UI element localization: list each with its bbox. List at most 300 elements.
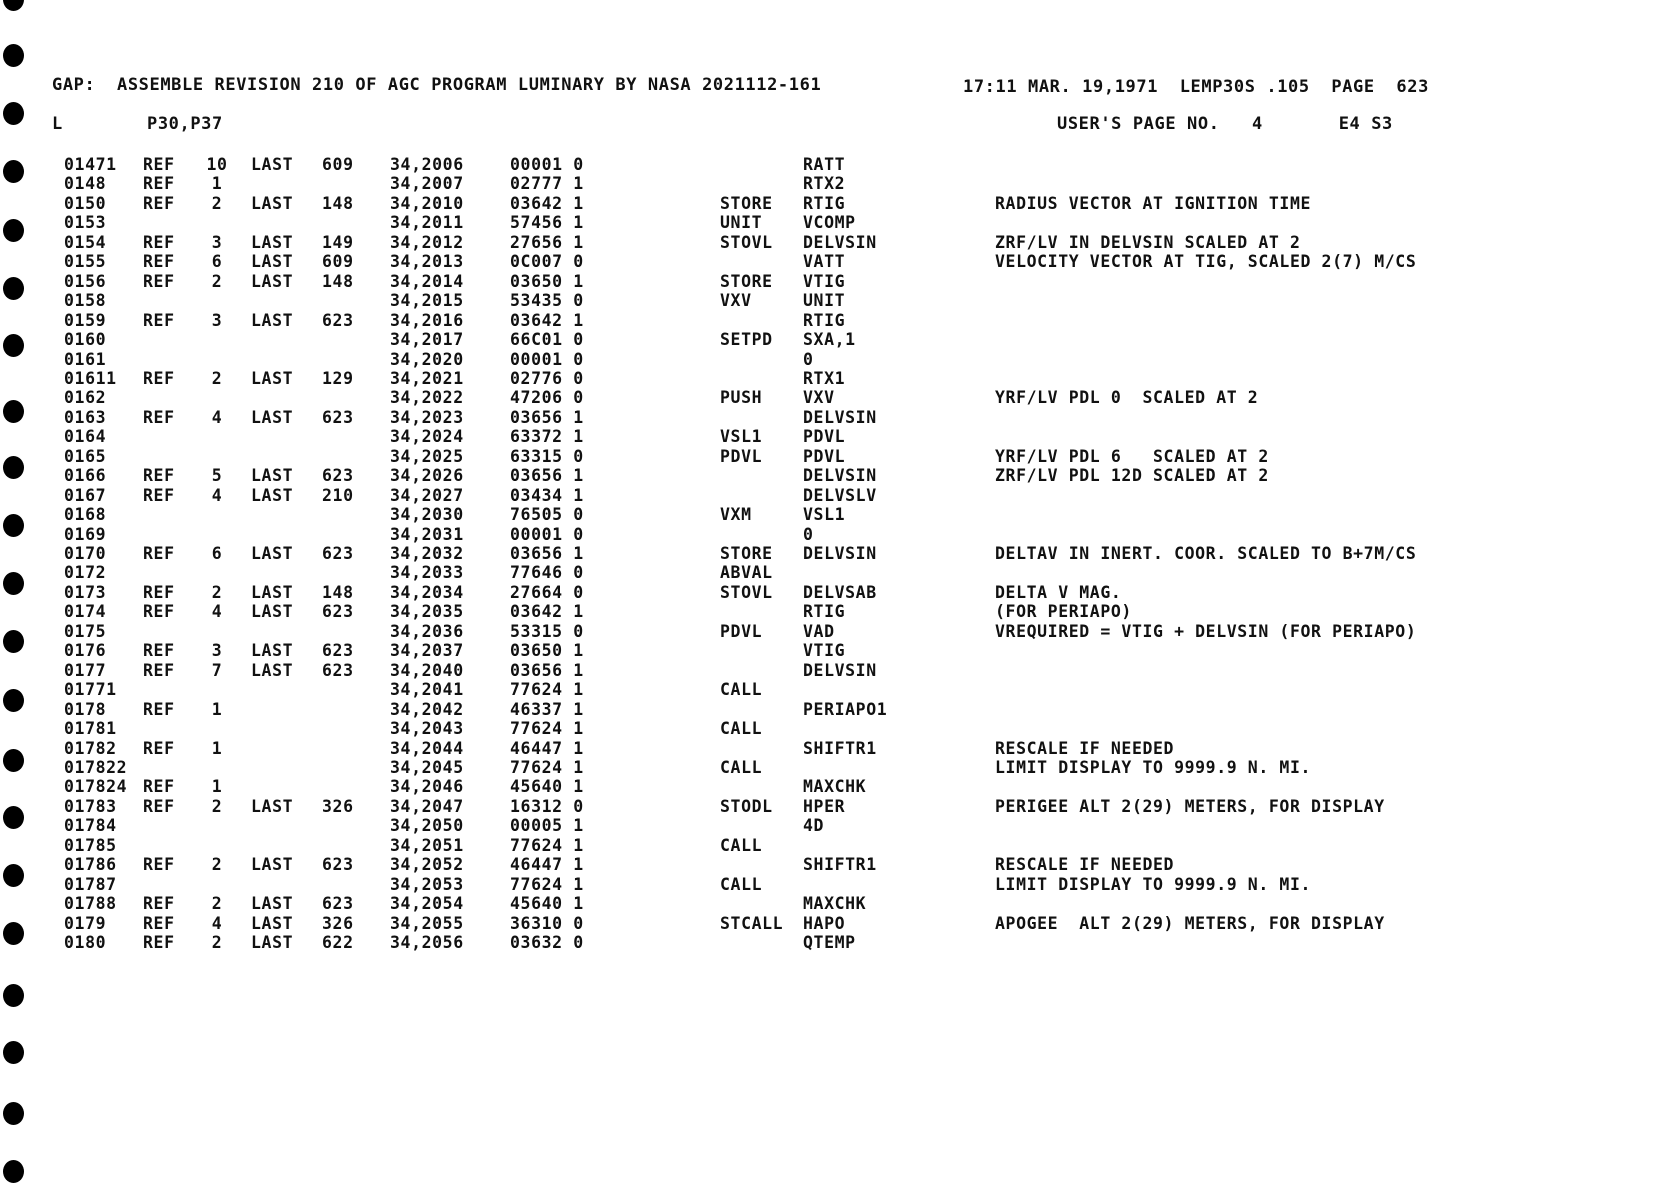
listing-row — [0, 213, 1660, 232]
listing-row — [0, 272, 1660, 291]
ref-count: 5 — [211, 466, 223, 486]
opcode: SETPD — [720, 330, 773, 350]
octal-word: 03656 1 — [510, 544, 584, 563]
punch-hole — [3, 44, 24, 67]
listing-row — [0, 836, 1660, 855]
header-user-page: USER'S PAGE NO. 4 E4 S3 — [1057, 114, 1393, 134]
address: 34,2027 — [390, 485, 464, 505]
operand: PDVL — [803, 446, 846, 466]
comment: RESCALE IF NEEDED — [995, 738, 1175, 758]
opcode: VXV — [720, 291, 752, 311]
listing-row — [0, 602, 1660, 621]
octal-word: 46337 1 — [510, 699, 584, 719]
operand: RTIG — [803, 310, 846, 330]
last-label: LAST — [251, 252, 294, 272]
ref-count: 10 — [206, 155, 228, 174]
octal-word: 27656 1 — [510, 232, 584, 252]
operand: DELVSIN — [803, 544, 877, 563]
card-number: 0174 — [64, 602, 107, 622]
listing-row — [0, 894, 1660, 913]
octal-word: 02777 1 — [510, 174, 584, 194]
listing-row — [0, 544, 1660, 563]
address: 34,2024 — [390, 427, 464, 447]
punch-hole — [3, 1041, 24, 1064]
ref-label: REF — [143, 193, 175, 213]
operand: HAPO — [803, 913, 846, 933]
ref-label: REF — [143, 699, 175, 719]
punch-hole — [3, 102, 24, 125]
listing-row — [0, 875, 1660, 894]
operand: RATT — [803, 155, 846, 174]
operand: DELVSIN — [803, 660, 877, 680]
header-title: GAP: ASSEMBLE REVISION 210 OF AGC PROGRAM LUMINARY BY NASA 2021112-161 — [52, 75, 822, 95]
address: 34,2055 — [390, 913, 464, 933]
comment: DELTAV IN INERT. COOR. SCALED TO B+7M/CS — [995, 544, 1417, 563]
operand: SXA,1 — [803, 330, 856, 350]
listing-row — [0, 174, 1660, 193]
ref-label: REF — [143, 368, 175, 388]
card-number: 0148 — [64, 174, 107, 194]
last-page: 623 — [322, 407, 354, 427]
address: 34,2007 — [390, 174, 464, 194]
octal-word: 53315 0 — [510, 621, 584, 641]
operand: SHIFTR1 — [803, 855, 877, 875]
last-page: 129 — [322, 368, 354, 388]
octal-word: 03656 1 — [510, 407, 584, 427]
last-page: 622 — [322, 933, 354, 952]
octal-word: 00001 0 — [510, 155, 584, 174]
ref-count: 3 — [211, 232, 223, 252]
card-number: 0159 — [64, 310, 107, 330]
octal-word: 45640 1 — [510, 777, 584, 797]
last-page: 148 — [322, 193, 354, 213]
operand: PERIAPO1 — [803, 699, 888, 719]
card-number: 01785 — [64, 835, 117, 855]
card-number: 01787 — [64, 874, 117, 894]
octal-word: 76505 0 — [510, 505, 584, 525]
ref-label: REF — [143, 252, 175, 272]
card-number: 01611 — [64, 368, 117, 388]
octal-word: 77624 1 — [510, 835, 584, 855]
listing-row — [0, 505, 1660, 524]
ref-count: 2 — [211, 193, 223, 213]
address: 34,2022 — [390, 388, 464, 408]
operand: RTIG — [803, 193, 846, 213]
ref-label: REF — [143, 855, 175, 875]
comment: PERIGEE ALT 2(29) METERS, FOR DISPLAY — [995, 796, 1385, 816]
last-page: 623 — [322, 544, 354, 563]
card-number: 01784 — [64, 816, 117, 836]
card-number: 0161 — [64, 349, 107, 369]
comment: YRF/LV PDL 0 SCALED AT 2 — [995, 388, 1259, 408]
operand: VXV — [803, 388, 835, 408]
card-number: 0179 — [64, 913, 107, 933]
address: 34,2010 — [390, 193, 464, 213]
header-date-page: 17:11 MAR. 19,1971 LEMP30S .105 PAGE 623 — [963, 77, 1429, 97]
octal-word: 63372 1 — [510, 427, 584, 447]
address: 34,2011 — [390, 213, 464, 233]
card-number: 0172 — [64, 563, 107, 583]
opcode: UNIT — [720, 213, 763, 233]
last-label: LAST — [251, 641, 294, 661]
punch-hole — [3, 1160, 24, 1183]
header-listing-type: L — [52, 114, 63, 134]
last-label: LAST — [251, 660, 294, 680]
listing-row — [0, 797, 1660, 816]
listing-row — [0, 408, 1660, 427]
operand: DELVSIN — [803, 407, 877, 427]
ref-count: 6 — [211, 252, 223, 272]
ref-label: REF — [143, 777, 175, 797]
comment: LIMIT DISPLAY TO 9999.9 N. MI. — [995, 757, 1312, 777]
address: 34,2053 — [390, 874, 464, 894]
octal-word: 36310 0 — [510, 913, 584, 933]
last-page: 609 — [322, 252, 354, 272]
ref-count: 4 — [211, 485, 223, 505]
listing-row — [0, 330, 1660, 349]
last-page: 609 — [322, 155, 354, 174]
octal-word: 46447 1 — [510, 738, 584, 758]
card-number: 0153 — [64, 213, 107, 233]
opcode: STOVL — [720, 582, 773, 602]
ref-label: REF — [143, 544, 175, 563]
address: 34,2015 — [390, 291, 464, 311]
octal-word: 53435 0 — [510, 291, 584, 311]
address: 34,2020 — [390, 349, 464, 369]
operand: 4D — [803, 816, 825, 836]
opcode: CALL — [720, 874, 763, 894]
operand: VATT — [803, 252, 846, 272]
ref-label: REF — [143, 310, 175, 330]
operand: VCOMP — [803, 213, 856, 233]
card-number: 0167 — [64, 485, 107, 505]
card-number: 0165 — [64, 446, 107, 466]
octal-word: 0C007 0 — [510, 252, 584, 272]
card-number: 0168 — [64, 505, 107, 525]
operand: PDVL — [803, 427, 846, 447]
last-page: 623 — [322, 602, 354, 622]
punch-hole — [3, 0, 24, 11]
address: 34,2046 — [390, 777, 464, 797]
ref-count: 1 — [211, 738, 223, 758]
address: 34,2034 — [390, 582, 464, 602]
last-label: LAST — [251, 193, 294, 213]
punch-hole — [3, 1102, 24, 1125]
listing-row — [0, 427, 1660, 446]
octal-word: 77624 1 — [510, 680, 584, 700]
listing-row — [0, 233, 1660, 252]
octal-word: 77624 1 — [510, 874, 584, 894]
comment: APOGEE ALT 2(29) METERS, FOR DISPLAY — [995, 913, 1385, 933]
listing-row — [0, 719, 1660, 738]
octal-word: 03650 1 — [510, 641, 584, 661]
listing-row — [0, 155, 1660, 174]
listing-row — [0, 466, 1660, 485]
opcode: PDVL — [720, 621, 763, 641]
last-label: LAST — [251, 855, 294, 875]
address: 34,2035 — [390, 602, 464, 622]
opcode: STODL — [720, 796, 773, 816]
card-number: 0160 — [64, 330, 107, 350]
address: 34,2041 — [390, 680, 464, 700]
address: 34,2042 — [390, 699, 464, 719]
listing-row — [0, 933, 1660, 952]
opcode: CALL — [720, 757, 763, 777]
card-number: 0155 — [64, 252, 107, 272]
card-number: 0173 — [64, 582, 107, 602]
opcode: CALL — [720, 835, 763, 855]
card-number: 0175 — [64, 621, 107, 641]
address: 34,2026 — [390, 466, 464, 486]
ref-count: 4 — [211, 913, 223, 933]
ref-label: REF — [143, 894, 175, 914]
card-number: 01771 — [64, 680, 117, 700]
listing-row — [0, 777, 1660, 796]
address: 34,2056 — [390, 933, 464, 952]
octal-word: 03642 1 — [510, 193, 584, 213]
ref-label: REF — [143, 913, 175, 933]
comment: (FOR PERIAPO) — [995, 602, 1132, 622]
octal-word: 66C01 0 — [510, 330, 584, 350]
address: 34,2023 — [390, 407, 464, 427]
last-page: 149 — [322, 232, 354, 252]
address: 34,2021 — [390, 368, 464, 388]
octal-word: 46447 1 — [510, 855, 584, 875]
octal-word: 27664 0 — [510, 582, 584, 602]
ref-count: 2 — [211, 368, 223, 388]
last-label: LAST — [251, 913, 294, 933]
listing-row — [0, 583, 1660, 602]
operand: DELVSLV — [803, 485, 877, 505]
last-label: LAST — [251, 271, 294, 291]
octal-word: 47206 0 — [510, 388, 584, 408]
octal-word: 45640 1 — [510, 894, 584, 914]
card-number: 0166 — [64, 466, 107, 486]
ref-label: REF — [143, 271, 175, 291]
ref-label: REF — [143, 933, 175, 952]
ref-label: REF — [143, 174, 175, 194]
ref-label: REF — [143, 738, 175, 758]
card-number: 0158 — [64, 291, 107, 311]
address: 34,2036 — [390, 621, 464, 641]
operand: VTIG — [803, 271, 846, 291]
card-number: 01471 — [64, 155, 117, 174]
octal-word: 63315 0 — [510, 446, 584, 466]
ref-label: REF — [143, 660, 175, 680]
octal-word: 00001 0 — [510, 524, 584, 544]
ref-label: REF — [143, 602, 175, 622]
ref-count: 2 — [211, 894, 223, 914]
listing-row — [0, 311, 1660, 330]
address: 34,2054 — [390, 894, 464, 914]
comment: RADIUS VECTOR AT IGNITION TIME — [995, 193, 1312, 213]
last-label: LAST — [251, 232, 294, 252]
operand: DELVSIN — [803, 232, 877, 252]
address: 34,2052 — [390, 855, 464, 875]
last-label: LAST — [251, 582, 294, 602]
opcode: STOVL — [720, 232, 773, 252]
address: 34,2044 — [390, 738, 464, 758]
card-number: 0154 — [64, 232, 107, 252]
listing-row — [0, 291, 1660, 310]
octal-word: 03656 1 — [510, 660, 584, 680]
octal-word: 03656 1 — [510, 466, 584, 486]
listing-row — [0, 914, 1660, 933]
operand: MAXCHK — [803, 894, 867, 914]
operand: RTX2 — [803, 174, 846, 194]
card-number: 0156 — [64, 271, 107, 291]
listing-row — [0, 641, 1660, 660]
card-number: 0176 — [64, 641, 107, 661]
ref-count: 2 — [211, 933, 223, 952]
card-number: 0164 — [64, 427, 107, 447]
octal-word: 03642 1 — [510, 602, 584, 622]
ref-count: 1 — [211, 174, 223, 194]
ref-label: REF — [143, 796, 175, 816]
listing-row — [0, 252, 1660, 271]
octal-word: 03650 1 — [510, 271, 584, 291]
listing-row — [0, 661, 1660, 680]
card-number: 0180 — [64, 933, 107, 952]
last-label: LAST — [251, 155, 294, 174]
last-page: 210 — [322, 485, 354, 505]
address: 34,2025 — [390, 446, 464, 466]
punch-hole — [3, 984, 24, 1007]
octal-word: 03642 1 — [510, 310, 584, 330]
ref-count: 2 — [211, 582, 223, 602]
last-page: 623 — [322, 310, 354, 330]
octal-word: 77624 1 — [510, 719, 584, 739]
listing-row — [0, 758, 1660, 777]
last-page: 623 — [322, 855, 354, 875]
card-number: 0162 — [64, 388, 107, 408]
card-number: 017824 — [64, 777, 128, 797]
header-program-label: P30,P37 — [147, 114, 223, 134]
ref-count: 2 — [211, 796, 223, 816]
card-number: 01783 — [64, 796, 117, 816]
last-label: LAST — [251, 466, 294, 486]
last-page: 148 — [322, 271, 354, 291]
address: 34,2043 — [390, 719, 464, 739]
listing-row — [0, 194, 1660, 213]
last-page: 623 — [322, 641, 354, 661]
opcode: CALL — [720, 719, 763, 739]
operand: 0 — [803, 524, 814, 544]
comment: RESCALE IF NEEDED — [995, 855, 1175, 875]
operand: MAXCHK — [803, 777, 867, 797]
operand: HPER — [803, 796, 846, 816]
opcode: CALL — [720, 680, 763, 700]
ref-label: REF — [143, 641, 175, 661]
address: 34,2006 — [390, 155, 464, 174]
card-number: 0169 — [64, 524, 107, 544]
ref-label: REF — [143, 232, 175, 252]
address: 34,2031 — [390, 524, 464, 544]
last-page: 623 — [322, 466, 354, 486]
ref-label: REF — [143, 485, 175, 505]
operand: VAD — [803, 621, 835, 641]
ref-label: REF — [143, 407, 175, 427]
address: 34,2013 — [390, 252, 464, 272]
octal-word: 03632 0 — [510, 933, 584, 952]
ref-label: REF — [143, 466, 175, 486]
ref-count: 2 — [211, 271, 223, 291]
last-label: LAST — [251, 544, 294, 563]
last-page: 148 — [322, 582, 354, 602]
address: 34,2032 — [390, 544, 464, 563]
ref-label: REF — [143, 155, 175, 174]
listing-row — [0, 447, 1660, 466]
opcode: STCALL — [720, 913, 784, 933]
card-number: 01786 — [64, 855, 117, 875]
listing-row — [0, 855, 1660, 874]
octal-word: 00001 0 — [510, 349, 584, 369]
last-page: 623 — [322, 894, 354, 914]
comment: YRF/LV PDL 6 SCALED AT 2 — [995, 446, 1269, 466]
ref-count: 7 — [211, 660, 223, 680]
address: 34,2050 — [390, 816, 464, 836]
comment: VREQUIRED = VTIG + DELVSIN (FOR PERIAPO) — [995, 621, 1417, 641]
operand: VSL1 — [803, 505, 846, 525]
ref-count: 1 — [211, 777, 223, 797]
ref-count: 2 — [211, 855, 223, 875]
card-number: 0177 — [64, 660, 107, 680]
opcode: PUSH — [720, 388, 763, 408]
address: 34,2037 — [390, 641, 464, 661]
ref-count: 4 — [211, 407, 223, 427]
ref-count: 6 — [211, 544, 223, 563]
octal-word: 02776 0 — [510, 368, 584, 388]
address: 34,2040 — [390, 660, 464, 680]
operand: DELVSAB — [803, 582, 877, 602]
operand: VTIG — [803, 641, 846, 661]
last-page: 326 — [322, 796, 354, 816]
comment: LIMIT DISPLAY TO 9999.9 N. MI. — [995, 874, 1312, 894]
card-number: 0170 — [64, 544, 107, 563]
last-page: 326 — [322, 913, 354, 933]
card-number: 0178 — [64, 699, 107, 719]
last-label: LAST — [251, 602, 294, 622]
last-label: LAST — [251, 407, 294, 427]
listing-row — [0, 525, 1660, 544]
comment: ZRF/LV IN DELVSIN SCALED AT 2 — [995, 232, 1301, 252]
operand: RTX1 — [803, 368, 846, 388]
operand: DELVSIN — [803, 466, 877, 486]
opcode: VXM — [720, 505, 752, 525]
listing-row — [0, 622, 1660, 641]
card-number: 0163 — [64, 407, 107, 427]
last-label: LAST — [251, 368, 294, 388]
octal-word: 57456 1 — [510, 213, 584, 233]
comment: VELOCITY VECTOR AT TIG, SCALED 2(7) M/CS — [995, 252, 1417, 272]
address: 34,2016 — [390, 310, 464, 330]
listing-row — [0, 700, 1660, 719]
octal-word: 00005 1 — [510, 816, 584, 836]
address: 34,2033 — [390, 563, 464, 583]
last-label: LAST — [251, 894, 294, 914]
operand: UNIT — [803, 291, 846, 311]
comment: DELTA V MAG. — [995, 582, 1122, 602]
last-page: 623 — [322, 660, 354, 680]
address: 34,2051 — [390, 835, 464, 855]
last-label: LAST — [251, 485, 294, 505]
listing-row — [0, 388, 1660, 407]
last-label: LAST — [251, 310, 294, 330]
card-number: 01781 — [64, 719, 117, 739]
listing-row — [0, 816, 1660, 835]
last-label: LAST — [251, 796, 294, 816]
ref-count: 3 — [211, 641, 223, 661]
